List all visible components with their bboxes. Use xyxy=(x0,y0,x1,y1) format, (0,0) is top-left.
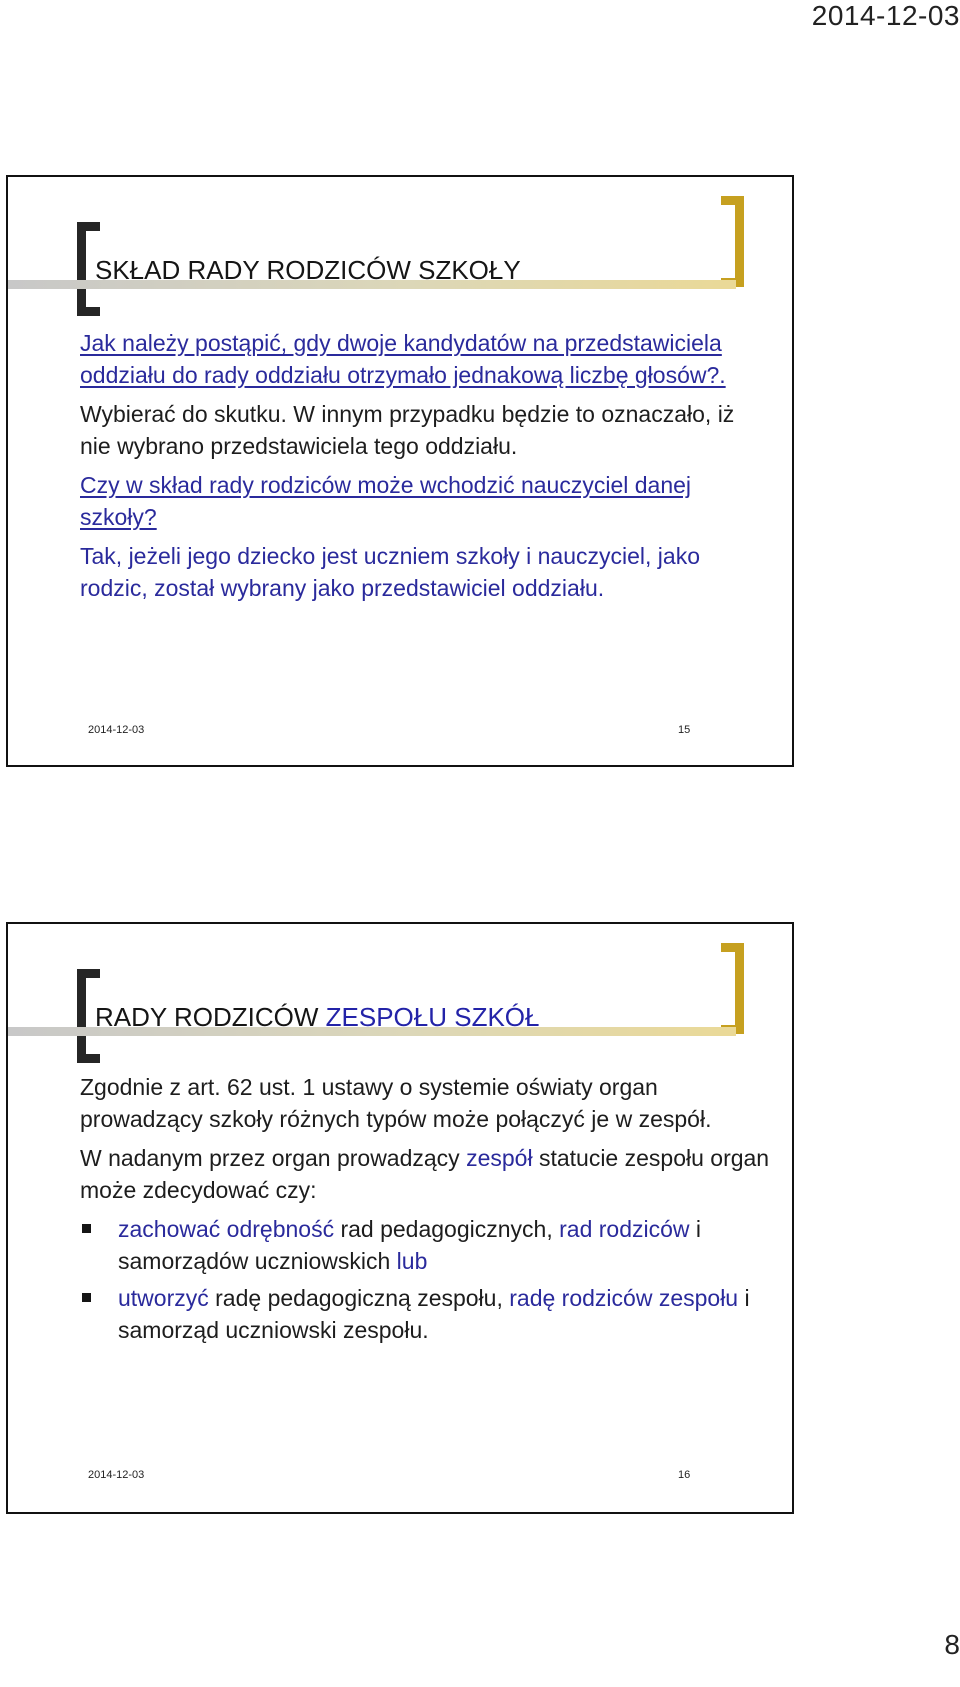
question-1: Jak należy postąpić, gdy dwoje kandydatów na przedstawiciela oddziału do rady oddziału otrzymało jednakową liczbę głosów?. xyxy=(80,330,726,388)
bullet-1-highlight-2: rad rodziców xyxy=(559,1216,690,1242)
bullet-1-text-2: i samorządów uczniowskich xyxy=(118,1216,702,1274)
paragraph-2-text-b: statucie zespołu organ może zdecydować czy: xyxy=(80,1145,770,1203)
slide-title-part-2: ZESPOŁU SZKÓŁ xyxy=(325,1002,540,1032)
slide-title-part-1: RADY RODZICÓW xyxy=(95,1002,326,1032)
right-bracket-icon xyxy=(721,196,744,287)
question-2: Czy w skład rady rodziców może wchodzić nauczyciel danej szkoły? xyxy=(80,472,692,530)
bullet-item-1 xyxy=(80,1213,770,1277)
square-bullet-icon xyxy=(82,1224,91,1233)
bullet-2-highlight-2: radę rodziców zespołu xyxy=(509,1285,739,1311)
slide-15 xyxy=(6,175,794,767)
bullet-1-text-1: rad pedagogicznych, xyxy=(334,1216,560,1242)
bullet-2-text-2: i samorząd uczniowski zespołu. xyxy=(118,1285,750,1343)
paragraph-2-highlight: zespół xyxy=(466,1145,533,1171)
bullet-2-text-1: radę pedagogiczną zespołu, xyxy=(208,1285,510,1311)
slide-footer-date: 2014-12-03 xyxy=(88,1469,145,1481)
slide-footer-number: 16 xyxy=(678,1469,691,1481)
right-bracket-icon xyxy=(721,943,744,1034)
bullet-1-highlight-3: lub xyxy=(396,1248,428,1274)
paragraph-2-text-a: W nadanym przez organ prowadzący xyxy=(80,1145,467,1171)
slide-footer-number: 15 xyxy=(678,724,691,736)
answer-2: Tak, jeżeli jego dziecko jest uczniem szkoły i nauczyciel, jako rodzic, został wybrany jako przedstawiciel oddziału. xyxy=(80,543,700,601)
square-bullet-icon xyxy=(82,1293,91,1302)
bullet-item-2 xyxy=(80,1282,770,1346)
answer-1: Wybierać do skutku. W innym przypadku będzie to oznaczało, iż nie wybrano przedstawiciela tego oddziału. xyxy=(80,401,735,459)
page-header-date: 2014-12-03 xyxy=(811,0,960,31)
slide-16 xyxy=(6,922,794,1514)
slide-footer-date: 2014-12-03 xyxy=(88,724,145,736)
slide-content xyxy=(80,327,770,611)
slide-title: SKŁAD RADY RODZICÓW SZKOŁY xyxy=(95,255,521,285)
paragraph-2 xyxy=(80,1142,770,1206)
bullet-1-highlight-1: zachować odrębność xyxy=(118,1216,335,1242)
slide-title xyxy=(95,1002,539,1033)
bullet-2-highlight-1: utworzyć xyxy=(118,1285,209,1311)
paragraph-1: Zgodnie z art. 62 ust. 1 ustawy o systemie oświaty organ prowadzący szkoły różnych typów może połączyć je w zespół. xyxy=(80,1074,712,1132)
page-number: 8 xyxy=(944,1629,960,1660)
slide-content xyxy=(80,1071,770,1351)
